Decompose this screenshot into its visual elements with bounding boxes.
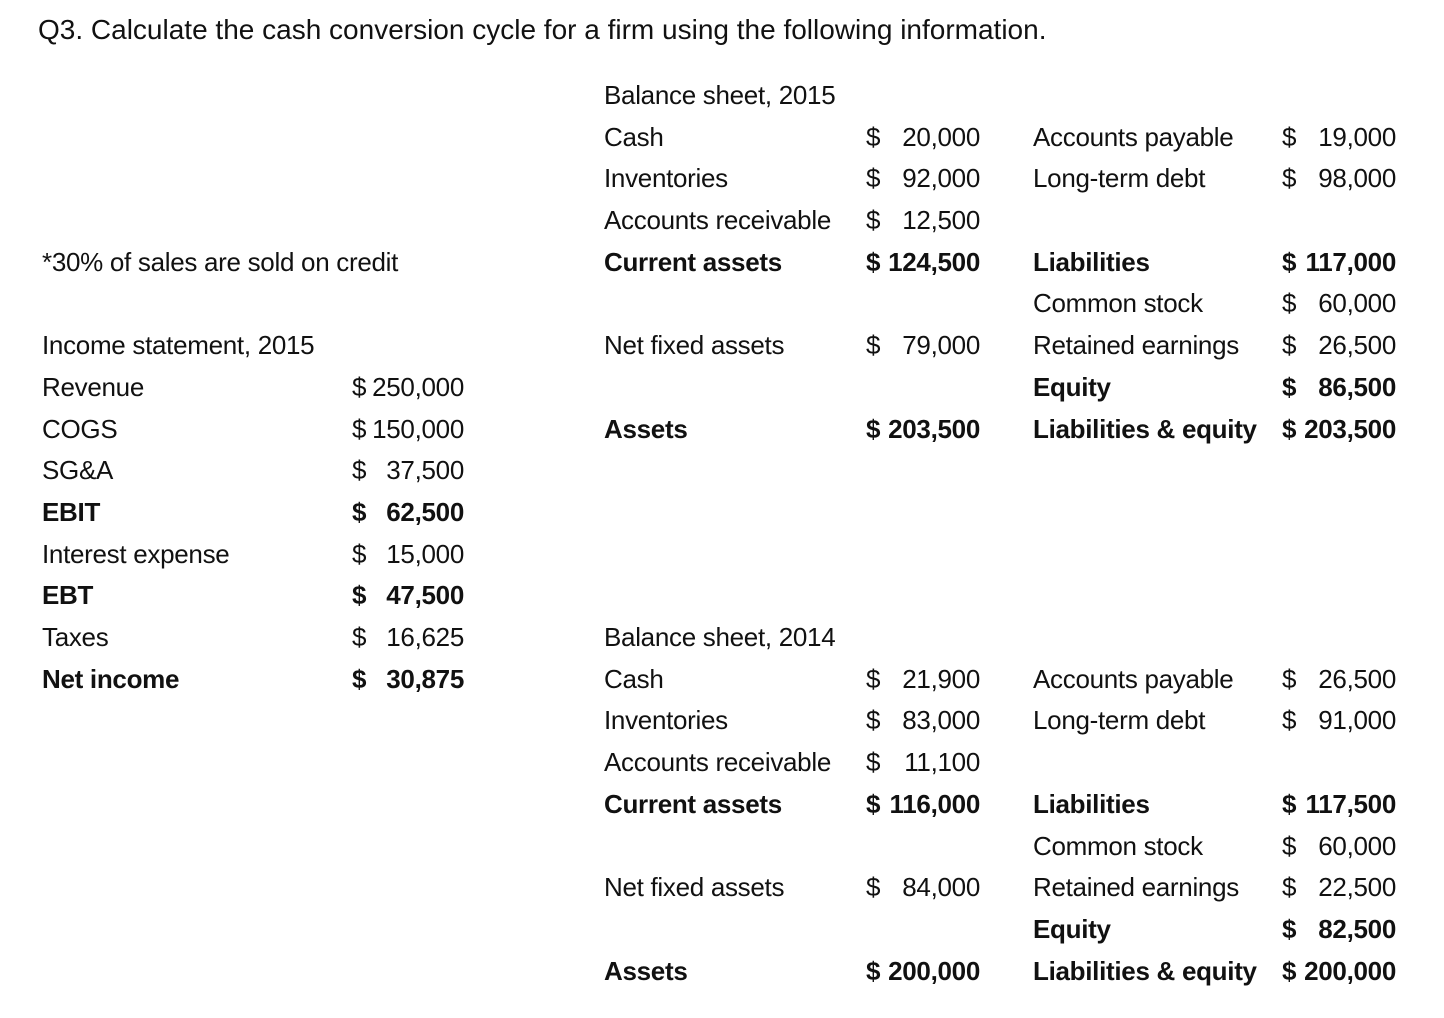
amount: 117,000 bbox=[1305, 247, 1396, 277]
income-row-value bbox=[352, 620, 464, 654]
income-row-label: SG&A bbox=[42, 455, 114, 485]
income-row-label: Net income bbox=[42, 664, 180, 694]
amount: 150,000 bbox=[372, 414, 464, 444]
income-row-label: EBT bbox=[42, 580, 94, 610]
claim-value bbox=[1282, 954, 1396, 988]
currency-symbol: $ bbox=[866, 789, 881, 819]
amount: 84,000 bbox=[902, 872, 980, 902]
asset-label: Net fixed assets bbox=[604, 872, 785, 902]
currency-symbol: $ bbox=[1282, 831, 1297, 861]
currency-symbol: $ bbox=[352, 580, 367, 610]
claim-value bbox=[1282, 370, 1396, 404]
amount: 19,000 bbox=[1318, 122, 1396, 152]
amount: 37,500 bbox=[386, 455, 464, 485]
claim-value bbox=[1282, 286, 1396, 320]
currency-symbol: $ bbox=[866, 122, 881, 152]
claim-value bbox=[1282, 120, 1396, 154]
income-row-value bbox=[352, 453, 464, 487]
claim-label: Accounts payable bbox=[1033, 122, 1234, 152]
asset-value bbox=[866, 245, 980, 279]
amount: 98,000 bbox=[1318, 163, 1396, 193]
currency-symbol: $ bbox=[352, 664, 367, 694]
currency-symbol: $ bbox=[352, 455, 367, 485]
income-row-value bbox=[352, 495, 464, 529]
asset-value bbox=[866, 161, 980, 195]
asset-label: Current assets bbox=[604, 247, 782, 277]
currency-symbol: $ bbox=[866, 872, 881, 902]
amount: 16,625 bbox=[386, 622, 464, 652]
currency-symbol: $ bbox=[866, 247, 881, 277]
claim-value bbox=[1282, 412, 1396, 446]
asset-value bbox=[866, 203, 980, 237]
asset-value bbox=[866, 745, 980, 779]
amount: 92,000 bbox=[902, 163, 980, 193]
asset-value bbox=[866, 412, 980, 446]
currency-symbol: $ bbox=[866, 205, 881, 235]
currency-symbol: $ bbox=[1282, 163, 1297, 193]
claim-label: Common stock bbox=[1033, 831, 1203, 861]
currency-symbol: $ bbox=[1282, 789, 1297, 819]
currency-symbol: $ bbox=[1282, 664, 1297, 694]
income-row-value bbox=[352, 370, 464, 404]
currency-symbol: $ bbox=[1282, 372, 1297, 402]
claim-label: Liabilities bbox=[1033, 247, 1150, 277]
currency-symbol: $ bbox=[866, 163, 881, 193]
claim-label: Liabilities bbox=[1033, 789, 1150, 819]
income-row-label: Taxes bbox=[42, 622, 109, 652]
amount: 26,500 bbox=[1318, 664, 1396, 694]
income-row-value bbox=[352, 537, 464, 571]
income-row-label: COGS bbox=[42, 414, 118, 444]
currency-symbol: $ bbox=[866, 330, 881, 360]
balance-sheet-title: Balance sheet, 2014 bbox=[604, 622, 836, 652]
claim-label: Equity bbox=[1033, 372, 1111, 402]
income-row-value bbox=[352, 578, 464, 612]
currency-symbol: $ bbox=[1282, 122, 1297, 152]
amount: 83,000 bbox=[902, 705, 980, 735]
amount: 200,000 bbox=[1304, 956, 1396, 986]
amount: 200,000 bbox=[888, 956, 980, 986]
amount: 116,000 bbox=[889, 789, 980, 819]
amount: 82,500 bbox=[1318, 914, 1396, 944]
currency-symbol: $ bbox=[866, 956, 881, 986]
amount: 30,875 bbox=[386, 664, 464, 694]
asset-label: Inventories bbox=[604, 705, 728, 735]
claim-value bbox=[1282, 662, 1396, 696]
asset-value bbox=[866, 954, 980, 988]
balance-sheet-title: Balance sheet, 2015 bbox=[604, 80, 836, 110]
claim-value bbox=[1282, 870, 1396, 904]
currency-symbol: $ bbox=[1282, 914, 1297, 944]
asset-label: Current assets bbox=[604, 789, 782, 819]
currency-symbol: $ bbox=[352, 539, 367, 569]
claim-value bbox=[1282, 245, 1396, 279]
amount: 20,000 bbox=[902, 122, 980, 152]
claim-label: Long-term debt bbox=[1033, 163, 1206, 193]
income-statement-title: Income statement, 2015 bbox=[42, 330, 315, 360]
income-row-label: EBIT bbox=[42, 497, 101, 527]
currency-symbol: $ bbox=[1282, 330, 1297, 360]
claim-label: Long-term debt bbox=[1033, 705, 1206, 735]
amount: 15,000 bbox=[386, 539, 464, 569]
question-text: Q3. Calculate the cash conversion cycle for a firm using the following information. bbox=[38, 14, 1047, 45]
currency-symbol: $ bbox=[1282, 956, 1297, 986]
income-row-value bbox=[352, 412, 464, 446]
claim-label: Liabilities & equity bbox=[1033, 414, 1257, 444]
claim-label: Liabilities & equity bbox=[1033, 956, 1257, 986]
currency-symbol: $ bbox=[352, 497, 367, 527]
amount: 79,000 bbox=[902, 330, 980, 360]
amount: 203,500 bbox=[888, 414, 980, 444]
amount: 250,000 bbox=[372, 372, 464, 402]
amount: 21,900 bbox=[902, 664, 980, 694]
asset-value bbox=[866, 328, 980, 362]
currency-symbol: $ bbox=[1282, 247, 1297, 277]
currency-symbol: $ bbox=[352, 414, 367, 444]
asset-value bbox=[866, 870, 980, 904]
asset-value bbox=[866, 787, 980, 821]
claim-label: Accounts payable bbox=[1033, 664, 1234, 694]
currency-symbol: $ bbox=[866, 414, 881, 444]
amount: 11,100 bbox=[904, 747, 980, 777]
currency-symbol: $ bbox=[866, 747, 881, 777]
asset-label: Cash bbox=[604, 664, 664, 694]
amount: 22,500 bbox=[1318, 872, 1396, 902]
income-row-label: Interest expense bbox=[42, 539, 230, 569]
amount: 203,500 bbox=[1304, 414, 1396, 444]
amount: 47,500 bbox=[386, 580, 464, 610]
amount: 91,000 bbox=[1318, 705, 1396, 735]
claim-label: Equity bbox=[1033, 914, 1111, 944]
asset-label: Assets bbox=[604, 414, 688, 444]
income-row-value bbox=[352, 662, 464, 696]
claim-value bbox=[1282, 912, 1396, 946]
asset-label: Net fixed assets bbox=[604, 330, 785, 360]
amount: 60,000 bbox=[1318, 831, 1396, 861]
claim-label: Common stock bbox=[1033, 288, 1203, 318]
currency-symbol: $ bbox=[1282, 872, 1297, 902]
asset-label: Cash bbox=[604, 122, 664, 152]
credit-note: *30% of sales are sold on credit bbox=[42, 247, 399, 277]
amount: 117,500 bbox=[1305, 789, 1396, 819]
currency-symbol: $ bbox=[1282, 705, 1297, 735]
amount: 62,500 bbox=[386, 497, 464, 527]
currency-symbol: $ bbox=[352, 622, 367, 652]
currency-symbol: $ bbox=[866, 705, 881, 735]
claim-label: Retained earnings bbox=[1033, 872, 1239, 902]
currency-symbol: $ bbox=[866, 664, 881, 694]
claim-value bbox=[1282, 161, 1396, 195]
currency-symbol: $ bbox=[352, 372, 367, 402]
asset-value bbox=[866, 703, 980, 737]
claim-label: Retained earnings bbox=[1033, 330, 1239, 360]
amount: 124,500 bbox=[888, 247, 980, 277]
income-row-label: Revenue bbox=[42, 372, 144, 402]
claim-value bbox=[1282, 328, 1396, 362]
currency-symbol: $ bbox=[1282, 288, 1297, 318]
claim-value bbox=[1282, 829, 1396, 863]
asset-value bbox=[866, 662, 980, 696]
amount: 12,500 bbox=[902, 205, 980, 235]
currency-symbol: $ bbox=[1282, 414, 1297, 444]
asset-label: Inventories bbox=[604, 163, 728, 193]
asset-label: Accounts receivable bbox=[604, 205, 831, 235]
amount: 26,500 bbox=[1318, 330, 1396, 360]
claim-value bbox=[1282, 787, 1396, 821]
amount: 60,000 bbox=[1318, 288, 1396, 318]
asset-value bbox=[866, 120, 980, 154]
claim-value bbox=[1282, 703, 1396, 737]
asset-label: Accounts receivable bbox=[604, 747, 831, 777]
asset-label: Assets bbox=[604, 956, 688, 986]
amount: 86,500 bbox=[1318, 372, 1396, 402]
